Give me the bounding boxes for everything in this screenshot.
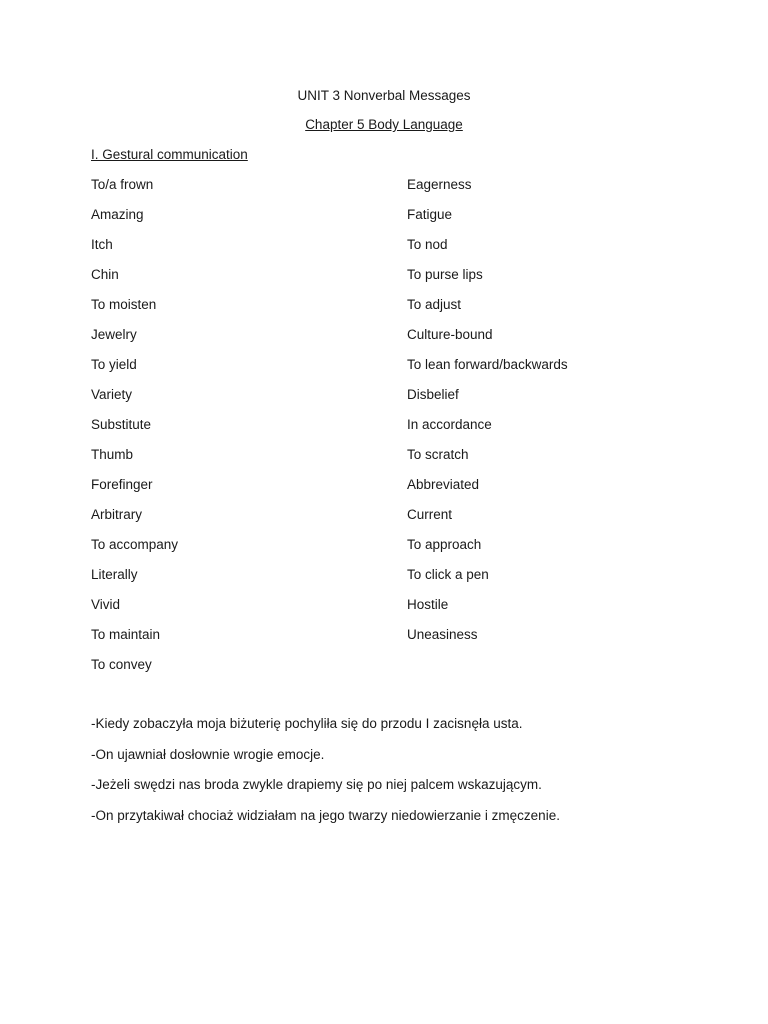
vocabulary-term-right: To adjust: [407, 297, 462, 312]
vocabulary-row: [91, 597, 691, 627]
vocabulary-term-right: Culture-bound: [407, 327, 493, 342]
vocabulary-term-right: Disbelief: [407, 387, 459, 402]
vocabulary-term-left: Substitute: [91, 417, 152, 432]
vocabulary-term-left: Literally: [91, 567, 138, 582]
vocabulary-term-left: Thumb: [91, 447, 134, 462]
vocabulary-term-left: To yield: [91, 357, 137, 372]
vocabulary-row: [91, 267, 691, 297]
vocabulary-term-left: Amazing: [91, 207, 144, 222]
vocabulary-list: [91, 177, 691, 687]
vocabulary-term-left: Vivid: [91, 597, 121, 612]
vocabulary-term-left: Arbitrary: [91, 507, 143, 522]
vocabulary-term-right: To purse lips: [407, 267, 483, 282]
vocabulary-term-right: Eagerness: [407, 177, 472, 192]
vocabulary-row: [91, 417, 691, 447]
vocabulary-term-right: Fatigue: [407, 207, 453, 222]
vocabulary-term-left: To accompany: [91, 537, 179, 552]
vocabulary-term-left: Itch: [91, 237, 113, 252]
vocabulary-row: [91, 207, 691, 237]
vocabulary-term-right: Hostile: [407, 597, 449, 612]
translation-sentence: -Kiedy zobaczyła moja biżuterię pochyliła się do przodu I zacisnęła usta.: [91, 716, 523, 731]
unit-title: UNIT 3 Nonverbal Messages: [297, 88, 471, 103]
translation-sentence: -On przytakiwał chociaż widziałam na jego twarzy niedowierzanie i zmęczenie.: [91, 807, 560, 823]
vocabulary-term-left: To/a frown: [91, 177, 154, 192]
vocabulary-term-right: Abbreviated: [407, 477, 480, 492]
vocabulary-row: [91, 297, 691, 327]
translation-sentence: -Jeżeli swędzi nas broda zwykle drapiemy się po niej palcem wskazującym.: [91, 777, 542, 792]
vocabulary-term-left: Chin: [91, 267, 119, 282]
vocabulary-term-left: To convey: [91, 657, 152, 672]
vocabulary-term-left: Jewelry: [91, 327, 137, 342]
vocabulary-term-left: To maintain: [91, 627, 161, 642]
vocabulary-row: [91, 507, 691, 537]
vocabulary-term-right: To click a pen: [407, 567, 489, 582]
vocabulary-row: [91, 657, 691, 687]
vocabulary-term-right: To nod: [407, 237, 448, 252]
vocabulary-row: [91, 387, 691, 417]
vocabulary-term-right: To approach: [407, 537, 482, 552]
vocabulary-term-right: In accordance: [407, 417, 492, 432]
vocabulary-term-left: To moisten: [91, 297, 157, 312]
chapter-title: Chapter 5 Body Language: [305, 117, 463, 132]
sentence-list: [91, 716, 711, 838]
vocabulary-row: [91, 327, 691, 357]
vocabulary-term-right: To scratch: [407, 447, 469, 462]
vocabulary-row: [91, 627, 691, 657]
vocabulary-term-right: Uneasiness: [407, 627, 478, 642]
vocabulary-row: [91, 357, 691, 387]
vocabulary-term-left: Variety: [91, 387, 133, 402]
translation-sentence: -On ujawniał dosłownie wrogie emocje.: [91, 746, 325, 762]
vocabulary-row: [91, 567, 691, 597]
vocabulary-term-right: Current: [407, 507, 453, 522]
vocabulary-row: [91, 477, 691, 507]
vocabulary-term-right: To lean forward/backwards: [407, 357, 568, 372]
vocabulary-term-left: Forefinger: [91, 477, 153, 492]
vocabulary-row: [91, 447, 691, 477]
vocabulary-row: [91, 177, 691, 207]
section-heading: I. Gestural communication: [91, 147, 248, 162]
vocabulary-row: [91, 237, 691, 267]
vocabulary-row: [91, 537, 691, 567]
